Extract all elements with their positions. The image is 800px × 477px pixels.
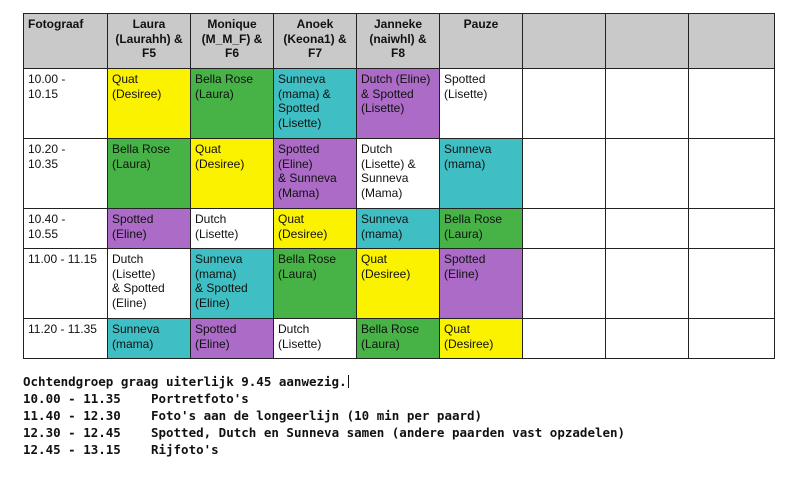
schedule-cell: Spotted (Eline) <box>108 209 191 249</box>
text-cursor <box>348 375 349 388</box>
schedule-cell: Quat (Desiree) <box>357 249 440 319</box>
header-cell-empty <box>689 14 775 69</box>
schedule-cell <box>606 209 689 249</box>
notes-section <box>23 373 625 458</box>
schedule-cell: Quat (Desiree) <box>108 69 191 139</box>
notes-time: 11.40 - 12.30 <box>23 408 121 423</box>
header-cell-laura: Laura (Laurahh) & F5 <box>108 14 191 69</box>
table-row <box>24 209 775 249</box>
schedule-cell <box>523 69 606 139</box>
schedule-cell <box>523 139 606 209</box>
schedule-cell: Sunneva (mama) <box>108 319 191 359</box>
time-cell: 10.20 - 10.35 <box>24 139 108 209</box>
table-row <box>24 319 775 359</box>
schedule-cell: Dutch (Lisette) <box>191 209 274 249</box>
schedule-cell <box>689 139 775 209</box>
notes-desc: Portretfoto's <box>150 391 249 406</box>
schedule-cell: Bella Rose (Laura) <box>191 69 274 139</box>
notes-desc: Rijfoto's <box>150 442 219 457</box>
schedule-cell <box>606 319 689 359</box>
schedule-cell: Sunneva (mama) & Spotted (Eline) <box>191 249 274 319</box>
schedule-cell: Bella Rose (Laura) <box>108 139 191 209</box>
table-row <box>24 69 775 139</box>
schedule-cell: Dutch (Lisette) & Sunneva (Mama) <box>357 139 440 209</box>
schedule-table <box>23 13 775 359</box>
notes-intro <box>23 373 625 390</box>
schedule-cell: Dutch (Lisette) & Spotted (Eline) <box>108 249 191 319</box>
schedule-cell: Bella Rose (Laura) <box>357 319 440 359</box>
schedule-cell: Spotted (Eline) <box>191 319 274 359</box>
notes-desc: Foto's aan de longeerlijn (10 min per paard) <box>150 408 483 423</box>
schedule-cell: Sunneva (mama) <box>440 139 523 209</box>
header-cell-pauze: Pauze <box>440 14 523 69</box>
time-cell: 11.00 - 11.15 <box>24 249 108 319</box>
notes-time: 12.45 - 13.15 <box>23 442 121 457</box>
schedule-cell: Sunneva (mama) & Spotted (Lisette) <box>274 69 357 139</box>
header-cell-fotograaf: Fotograaf <box>24 14 108 69</box>
header-cell-janneke: Janneke (naiwhl) & F8 <box>357 14 440 69</box>
time-cell: 11.20 - 11.35 <box>24 319 108 359</box>
table-row <box>24 139 775 209</box>
schedule-cell: Spotted (Lisette) <box>440 69 523 139</box>
schedule-cell: Dutch (Lisette) <box>274 319 357 359</box>
schedule-cell <box>523 249 606 319</box>
time-cell: 10.40 - 10.55 <box>24 209 108 249</box>
schedule-cell <box>689 69 775 139</box>
schedule-cell <box>523 209 606 249</box>
schedule-cell <box>523 319 606 359</box>
header-row <box>24 14 775 69</box>
schedule-body <box>24 69 775 359</box>
header-cell-monique: Monique (M_M_F) & F6 <box>191 14 274 69</box>
schedule-cell: Dutch (Eline) & Spotted (Lisette) <box>357 69 440 139</box>
header-cell-empty <box>606 14 689 69</box>
schedule-cell <box>606 139 689 209</box>
schedule-cell <box>606 249 689 319</box>
notes-schedule-line <box>23 407 625 424</box>
notes-time: 12.30 - 12.45 <box>23 425 121 440</box>
schedule-cell: Bella Rose (Laura) <box>440 209 523 249</box>
schedule-cell <box>689 249 775 319</box>
notes-desc: Spotted, Dutch en Sunneva samen (andere paarden vast opzadelen) <box>150 425 626 440</box>
schedule-cell <box>689 209 775 249</box>
schedule-cell: Quat (Desiree) <box>191 139 274 209</box>
schedule-cell: Bella Rose (Laura) <box>274 249 357 319</box>
notes-schedule-line <box>23 390 625 407</box>
time-cell: 10.00 - 10.15 <box>24 69 108 139</box>
schedule-cell <box>689 319 775 359</box>
header-cell-empty <box>523 14 606 69</box>
header-cell-anoek: Anoek (Keona1) & F7 <box>274 14 357 69</box>
schedule-cell: Spotted (Eline) <box>440 249 523 319</box>
schedule-cell: Sunneva (mama) <box>357 209 440 249</box>
schedule-cell <box>606 69 689 139</box>
notes-time: 10.00 - 11.35 <box>23 391 121 406</box>
schedule-cell: Quat (Desiree) <box>440 319 523 359</box>
table-row <box>24 249 775 319</box>
notes-schedule-line <box>23 441 625 458</box>
schedule-cell: Quat (Desiree) <box>274 209 357 249</box>
notes-schedule-line <box>23 424 625 441</box>
notes-intro-text: Ochtendgroep graag uiterlijk 9.45 aanwezig. <box>23 374 347 389</box>
schedule-cell: Spotted (Eline) & Sunneva (Mama) <box>274 139 357 209</box>
